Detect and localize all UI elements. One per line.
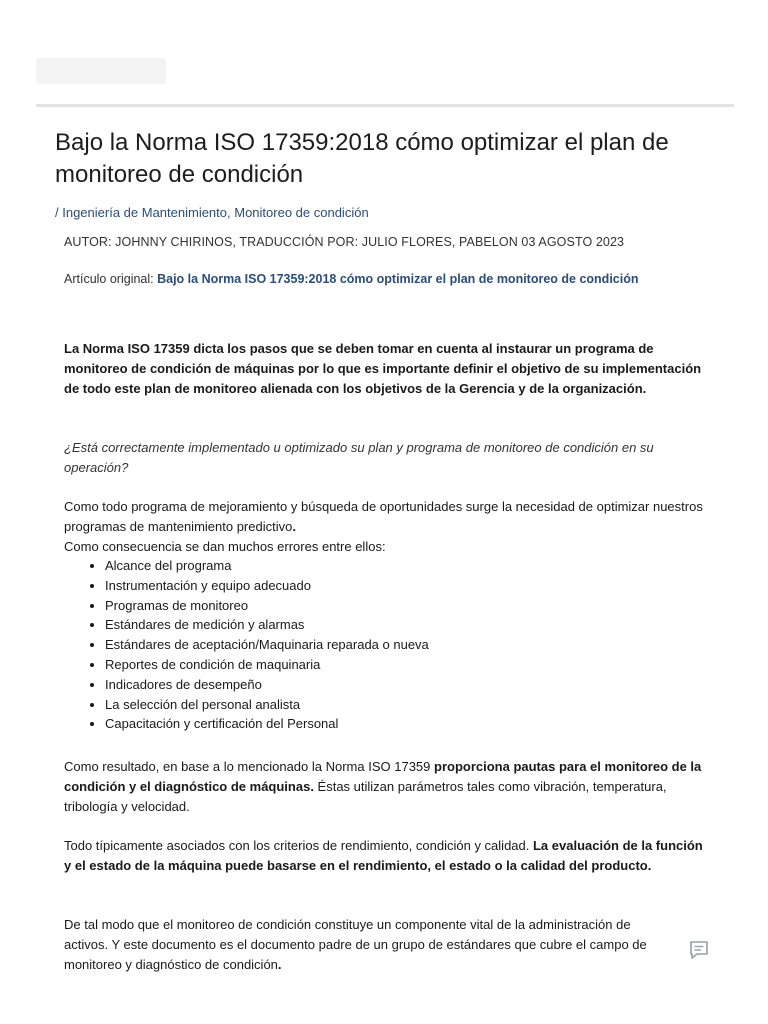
errors-list [64,556,429,734]
paragraph-criterios [64,836,706,876]
paragraph-consecuencia-text: Como consecuencia se dan muchos errores entre ellos: [64,539,386,554]
article-byline: AUTOR: JOHNNY CHIRINOS, TRADUCCIÓN POR: JULIO FLORES, PABELON 03 AGOSTO 2023 [64,235,625,249]
paragraph-criterios-start: Todo típicamente asociados con los criterios de rendimiento, condición y calidad. [64,838,533,853]
list-item: • Estándares de medición y alarmas [105,615,429,635]
category-link-monitoreo[interactable]: Monitoreo de condición [234,205,369,220]
comment-button[interactable] [686,939,712,965]
header-divider [36,104,734,107]
list-item: • Alcance del programa [105,556,429,576]
paragraph-monitoreo-text: De tal modo que el monitoreo de condición constituye un componente vital de la administración de activos. Y este documento es el documento padre de un grupo de estándares que cubre el campo de monitoreo y diagnóstico de condición [64,917,647,972]
intro-paragraph: La Norma ISO 17359 dicta los pasos que se deben tomar en cuenta al instaurar un programa de monitoreo de condición de máquinas por lo que es importante definir el objetivo de su implementación de todo este plan de monitoreo alienada con los objetivos de la Gerencia y de la organización. [64,341,702,396]
paragraph-resultado-end: Éstas utilizan parámetros tales como vibración, temperatura, tribología y velocidad. [64,779,667,814]
original-article [64,270,638,288]
category-prefix: / [55,205,63,220]
category-links [55,204,369,222]
list-item: • Reportes de condición de maquinaria [105,655,429,675]
original-article-label: Artículo original: [64,272,158,286]
paragraph-resultado [64,757,706,817]
list-item: • Programas de monitoreo [105,596,429,616]
paragraph-monitoreo-period: . [277,957,282,972]
list-item: • La selección del personal analista [105,695,429,715]
question-paragraph: ¿Está correctamente implementado u optimizado su plan y programa de monitoreo de condición en su operación? [64,440,654,475]
category-link-mantenimiento[interactable]: Ingeniería de Mantenimiento [62,205,228,220]
paragraph-mejoramiento-text: Como todo programa de mejoramiento y búsqueda de oportunidades surge la necesidad de optimizar nuestros programas de mantenimiento predictivo [64,499,703,534]
header-logo-placeholder [36,58,166,84]
list-item: • Estándares de aceptación/Maquinaria reparada o nueva [105,635,429,655]
comment-icon [688,939,710,966]
paragraph-mejoramiento-period: . [292,519,296,534]
paragraph-mejoramiento [64,497,706,557]
original-article-link[interactable]: Bajo la Norma ISO 17359:2018 cómo optimizar el plan de monitoreo de condición [157,272,639,286]
article-title: Bajo la Norma ISO 17359:2018 cómo optimizar el plan de monitoreo de condición [55,129,669,188]
list-item: • Instrumentación y equipo adecuado [105,576,429,596]
paragraph-criterios-bold: La evaluación de la función y el estado de la máquina puede basarse en el rendimiento, el estado o la calidad del producto. [64,838,703,873]
category-separator: , [227,205,235,220]
paragraph-monitoreo [64,915,676,975]
list-item: • Indicadores de desempeño [105,675,429,695]
list-item: • Capacitación y certificación del Personal [105,714,429,734]
paragraph-resultado-start: Como resultado, en base a lo mencionado la Norma ISO 17359 [64,759,434,774]
paragraph-resultado-bold: proporciona pautas para el monitoreo de la condición y el diagnóstico de máquinas. [64,759,702,794]
